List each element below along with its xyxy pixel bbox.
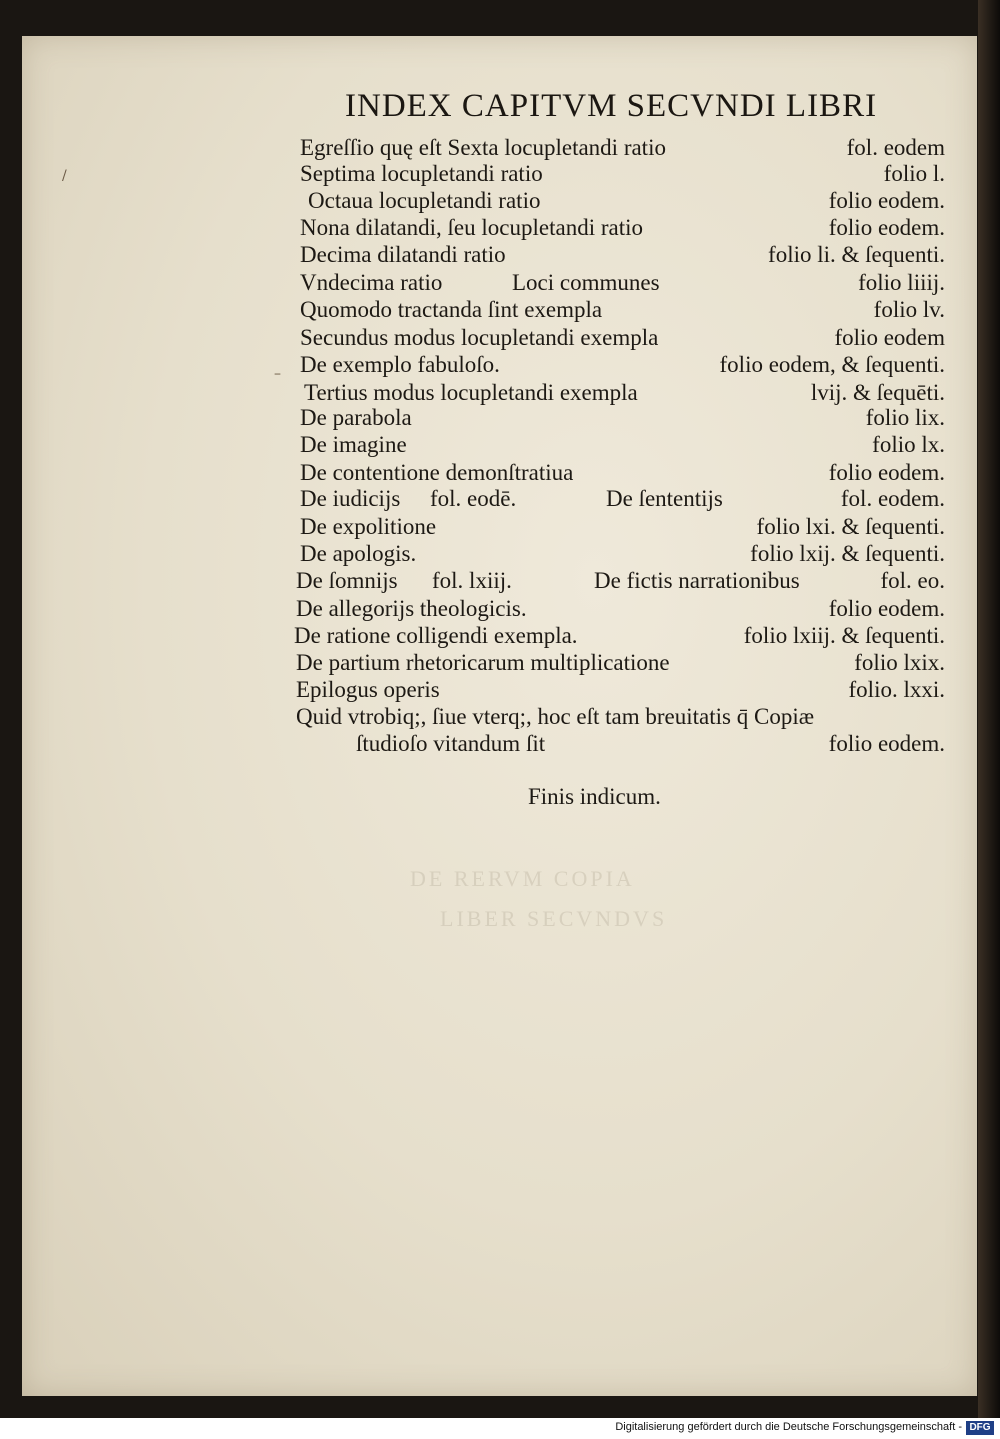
index-entry — [300, 270, 945, 296]
entry-title: ſtudioſo vitandum ſit — [356, 731, 546, 756]
index-entry — [300, 486, 945, 512]
footer-bar — [0, 1418, 1000, 1439]
entry-title: Decima dilatandi ratio — [300, 242, 506, 267]
index-entry — [294, 623, 945, 649]
entry-title: De allegorijs theologicis. — [296, 596, 527, 621]
entry-title: Octaua locupletandi ratio — [308, 188, 541, 213]
index-entry — [300, 541, 945, 567]
entry-folio: folio lxiij. & ſequenti. — [743, 623, 945, 648]
index-entry — [300, 215, 945, 241]
entry-title: Tertius modus locupletandi exempla — [304, 380, 638, 405]
index-entry — [300, 514, 945, 540]
entry-folio: folio eodem. — [828, 596, 945, 621]
entry-title: De ſomnijs — [296, 568, 398, 593]
entry-title: Epilogus operis — [296, 677, 440, 702]
entry-title: Quid vtrobiq;, ſiue vterq;, hoc eſt tam breuitatis q̄ Copiæ — [296, 704, 815, 729]
entry-title: De apologis. — [300, 541, 417, 566]
entry-title: Egreſſio quę eſt Sexta locupletandi ratio — [300, 135, 666, 160]
entry-folio: folio eodem. — [828, 731, 945, 756]
entry-title: De partium rhetoricarum multiplicatione — [296, 650, 670, 675]
entry-secondary-title: De fictis narrationibus — [594, 568, 800, 593]
entry-folio: folio lxix. — [854, 650, 945, 675]
entry-secondary-title: De ſententijs — [606, 486, 723, 511]
index-entry — [300, 380, 945, 406]
entry-title: De contentione demonſtratiua — [300, 460, 574, 485]
index-entry — [300, 242, 945, 268]
index-entry — [296, 650, 945, 676]
entry-folio: folio eodem. — [828, 215, 945, 240]
index-entry — [300, 188, 945, 214]
footer-credit: Digitalisierung gefördert durch die Deutsche Forschungsgemeinschaft - — [615, 1421, 962, 1433]
entry-title: De parabola — [300, 405, 412, 430]
entry-secondary: Loci communes — [512, 270, 660, 295]
entry-folio: folio li. & ſequenti. — [768, 242, 945, 267]
entry-folio: folio lix. — [865, 405, 945, 430]
entry-title: Vndecima ratio — [300, 270, 443, 295]
index-heading: INDEX CAPITVM SECVNDI LIBRI — [345, 88, 878, 124]
entry-folio: fol. eodem. — [840, 486, 945, 511]
entry-folio: folio lx. — [872, 432, 945, 457]
entry-secondary: fol. lxiij. — [432, 568, 512, 593]
index-entry — [296, 596, 945, 622]
entry-folio: folio. lxxi. — [848, 677, 945, 702]
entry-secondary: fol. eodē. — [430, 486, 517, 511]
dfg-logo: DFG — [966, 1421, 994, 1435]
index-entry — [300, 297, 945, 323]
entry-folio: folio lv. — [873, 297, 945, 322]
entry-title: De ratione colligendi exempla. — [294, 623, 578, 648]
index-entry — [296, 677, 945, 703]
entry-folio: fol. eo. — [880, 568, 945, 593]
index-entry — [296, 704, 945, 730]
margin-mark: – — [274, 366, 281, 382]
index-entry — [300, 731, 945, 757]
entry-folio: folio liiij. — [858, 270, 945, 295]
index-entry — [300, 325, 945, 351]
entry-title: Nona dilatandi, ſeu locupletandi ratio — [300, 215, 643, 240]
entry-folio: folio lxi. & ſequenti. — [756, 514, 945, 539]
index-entry — [300, 352, 945, 378]
entry-title: Quomodo tractanda ſint exempla — [300, 297, 603, 322]
index-entry — [300, 432, 945, 458]
entry-folio: lvij. & ſequēti. — [810, 380, 945, 405]
index-entry — [300, 460, 945, 486]
entry-title: Septima locupletandi ratio — [300, 161, 543, 186]
margin-mark: / — [62, 168, 67, 184]
entry-folio: folio eodem. — [828, 188, 945, 213]
entry-folio: folio lxij. & ſequenti. — [750, 541, 945, 566]
entry-title: De exemplo fabuloſo. — [300, 352, 500, 377]
index-entry — [300, 405, 945, 431]
entry-folio: folio eodem, & ſequenti. — [719, 352, 945, 377]
index-entry — [296, 568, 945, 594]
book-spine-edge — [978, 0, 1000, 1418]
entry-title: De expolitione — [300, 514, 437, 539]
bleed-through-text: LIBER SECVNDVS — [440, 906, 668, 931]
entry-folio: folio l. — [883, 161, 945, 186]
entry-folio: folio eodem. — [828, 460, 945, 485]
bleed-through-text: DE RERVM COPIA — [410, 866, 635, 891]
index-entry — [300, 135, 945, 161]
entry-title: De iudicijs — [300, 486, 401, 511]
index-entry — [300, 161, 945, 187]
entry-title: Secundus modus locupletandi exempla — [300, 325, 659, 350]
entry-folio: fol. eodem — [846, 135, 945, 160]
entry-folio: folio eodem — [834, 325, 945, 350]
entry-title: De imagine — [300, 432, 407, 457]
finis-line: Finis indicum. — [528, 784, 661, 809]
